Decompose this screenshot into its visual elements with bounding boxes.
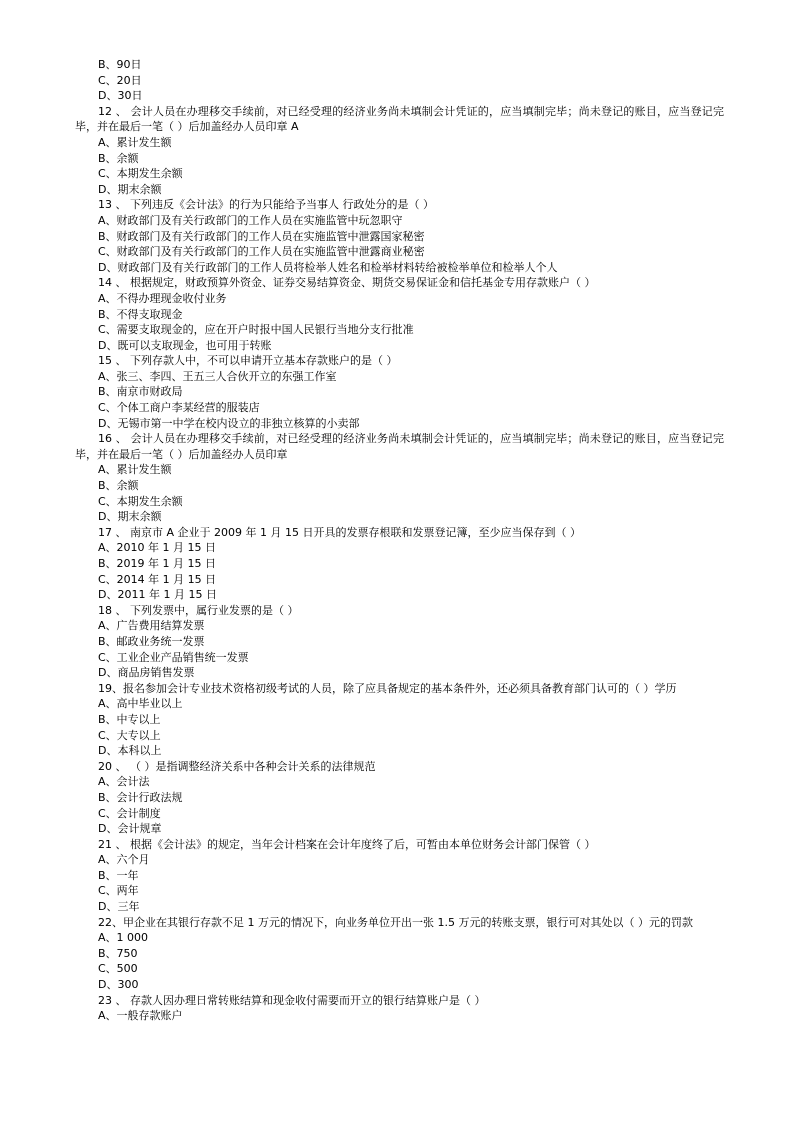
- question-text: 17 、 南京市 A 企业于 2009 年 1 月 15 日开具的发票存根联和发票登记簿，至少应当保存到（ ）: [98, 525, 581, 539]
- answer-option: A、财政部门及有关行政部门的工作人员在实施监管中玩忽职守: [98, 213, 403, 227]
- answer-option: D、无锡市第一中学在校内设立的非独立核算的小卖部: [98, 416, 360, 430]
- answer-option: A、高中毕业以上: [98, 697, 183, 711]
- answer-option: C、工业企业产品销售统一发票: [98, 650, 249, 664]
- answer-option: D、三年: [98, 900, 140, 914]
- question-text: 14 、 根据规定，财政预算外资金、证券交易结算资金、期货交易保证金和信托基金专用存款账户（ ）: [98, 276, 596, 290]
- answer-option: D、既可以支取现金，也可用于转账: [98, 338, 272, 352]
- answer-option: A、一般存款账户: [98, 1009, 183, 1023]
- answer-option: A、不得办理现金收付业务: [98, 291, 227, 305]
- answer-option: B、不得支取现金: [98, 307, 183, 321]
- question-text: 12 、 会计人员在办理移交手续前，对已经受理的经济业务尚未填制会计凭证的，应当填制完毕；尚未登记的账目，应当登记完毕，并在最后一笔（ ）后加盖经办人员印章 A: [75, 104, 724, 134]
- answer-option: B、财政部门及有关行政部门的工作人员在实施监管中泄露国家秘密: [98, 229, 425, 243]
- answer-option: C、本期发生余额: [98, 494, 183, 508]
- answer-option: D、期末余额: [98, 510, 162, 524]
- question-text: 20 、 （ ）是指调整经济关系中各种会计关系的法律规范: [98, 759, 376, 773]
- answer-option: D、300: [98, 978, 139, 992]
- question-text: 16 、 会计人员在办理移交手续前，对已经受理的经济业务尚未填制会计凭证的，应当填制完毕；尚未登记的账目，应当登记完毕，并在最后一笔（ ）后加盖经办人员印章: [75, 432, 724, 461]
- answer-option: B、750: [98, 946, 138, 960]
- question-text: 19、报名参加会计专业技术资格初级考试的人员，除了应具备规定的基本条件外，还必须具备教育部门认可的（ ）学历: [98, 681, 677, 695]
- answer-option: B、会计行政法规: [98, 790, 183, 804]
- answer-option: C、2014 年 1 月 15 日: [98, 572, 217, 586]
- question-text: 13 、 下列违反《会计法》的行为只能给予当事人 行政处分的是（ ）: [98, 198, 434, 212]
- answer-option: A、累计发生额: [98, 463, 172, 477]
- answer-option: D、30日: [98, 89, 143, 103]
- answer-option: D、商品房销售发票: [98, 666, 195, 680]
- document-page: [0, 57, 794, 1024]
- answer-option: A、张三、李四、王五三人合伙开立的东强工作室: [98, 369, 337, 383]
- answer-option: D、期末余额: [98, 182, 162, 196]
- answer-option: A、累计发生额: [98, 135, 172, 149]
- answer-option: A、六个月: [98, 853, 150, 867]
- answer-option: A、广告费用结算发票: [98, 619, 205, 633]
- answer-option: B、余额: [98, 479, 139, 493]
- answer-option: D、会计规章: [98, 822, 162, 836]
- answer-option: C、个体工商户李某经营的服装店: [98, 401, 260, 415]
- answer-option: B、一年: [98, 868, 139, 882]
- answer-option: B、中专以上: [98, 712, 161, 726]
- answer-option: C、财政部门及有关行政部门的工作人员在实施监管中泄露商业秘密: [98, 245, 425, 259]
- answer-option: C、本期发生余额: [98, 167, 183, 181]
- answer-option: A、1 000: [98, 931, 149, 945]
- answer-option: C、500: [98, 962, 138, 976]
- answer-option: B、90日: [98, 58, 142, 71]
- answer-option: B、南京市财政局: [98, 385, 183, 399]
- question-text: 15 、 下列存款人中，不可以申请开立基本存款账户的是（ ）: [98, 354, 398, 368]
- question-text: 23 、 存款人因办理日常转账结算和现金收付需要而开立的银行结算账户是（ ）: [98, 993, 486, 1007]
- answer-option: C、大专以上: [98, 728, 161, 742]
- answer-option: D、本科以上: [98, 744, 162, 758]
- answer-option: D、财政部门及有关行政部门的工作人员将检举人姓名和检举材料转给被检举单位和检举人个人: [98, 260, 558, 274]
- question-text: 18 、 下列发票中，属行业发票的是（ ）: [98, 603, 299, 617]
- answer-option: B、邮政业务统一发票: [98, 634, 205, 648]
- answer-option: C、会计制度: [98, 806, 161, 820]
- question-text: 21 、 根据《会计法》的规定，当年会计档案在会计年度终了后，可暂由本单位财务会计部门保管（ ）: [98, 837, 596, 851]
- answer-option: A、2010 年 1 月 15 日: [98, 541, 216, 555]
- answer-option: C、需要支取现金的，应在开户时报中国人民银行当地分支行批准: [98, 323, 414, 337]
- question-text: 22、甲企业在其银行存款不足 1 万元的情况下，向业务单位开出一张 1.5 万元的转账支票，银行可对其处以（ ）元的罚款: [98, 915, 693, 929]
- answer-option: C、两年: [98, 884, 139, 898]
- answer-option: C、20日: [98, 73, 142, 87]
- answer-option: B、余额: [98, 151, 139, 165]
- answer-option: A、会计法: [98, 775, 150, 789]
- answer-option: D、2011 年 1 月 15 日: [98, 588, 217, 602]
- answer-option: B、2019 年 1 月 15 日: [98, 557, 217, 570]
